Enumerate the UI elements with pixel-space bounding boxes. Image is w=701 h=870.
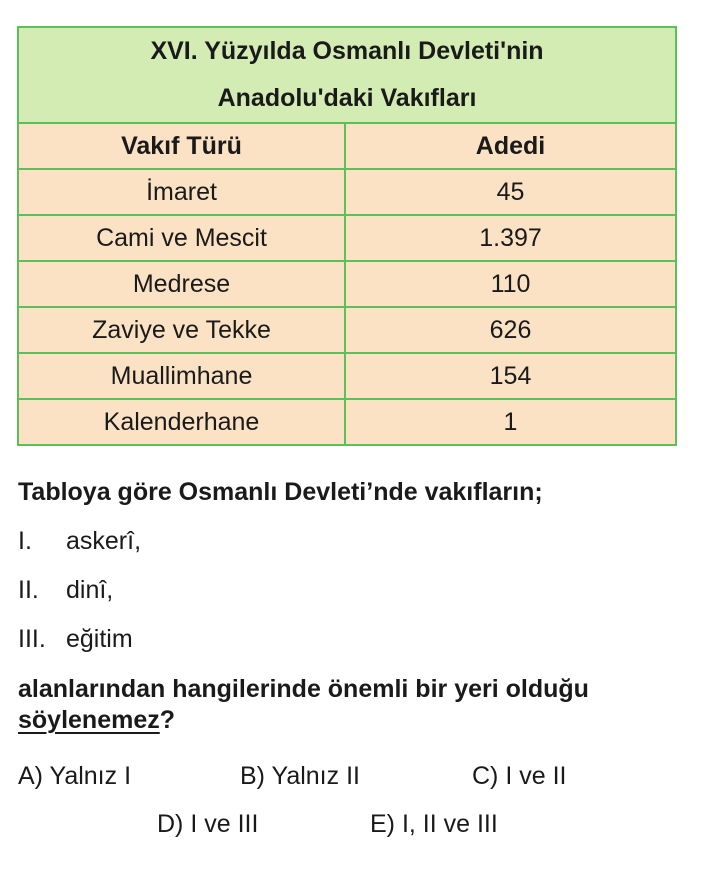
statement-text: dinî, xyxy=(66,576,114,604)
table-row xyxy=(18,261,676,307)
table-row xyxy=(18,169,676,215)
statement-number: I. xyxy=(18,527,32,555)
cell-count: 626 xyxy=(345,307,676,353)
option-e[interactable]: E) I, II ve III xyxy=(370,810,498,838)
table-title xyxy=(18,27,676,123)
cell-type: İmaret xyxy=(18,169,345,215)
option-d[interactable]: D) I ve III xyxy=(157,810,259,838)
statement-text: askerî, xyxy=(66,527,142,555)
option-a[interactable]: A) Yalnız I xyxy=(18,762,132,790)
table-title-row xyxy=(18,27,676,123)
cell-count: 1 xyxy=(345,399,676,445)
closing-mark: ? xyxy=(159,706,176,734)
cell-type: Kalenderhane xyxy=(18,399,345,445)
cell-count: 154 xyxy=(345,353,676,399)
table-row xyxy=(18,215,676,261)
vakif-table xyxy=(17,26,677,446)
option-b[interactable]: B) Yalnız II xyxy=(240,762,360,790)
column-header-count: Adedi xyxy=(345,123,676,169)
cell-type: Medrese xyxy=(18,261,345,307)
table-row xyxy=(18,353,676,399)
statement-item-1 xyxy=(18,527,141,556)
cell-count: 45 xyxy=(345,169,676,215)
cell-type: Cami ve Mescit xyxy=(18,215,345,261)
cell-type: Muallimhane xyxy=(18,353,345,399)
option-c[interactable]: C) I ve II xyxy=(472,762,567,790)
question-closing xyxy=(18,674,688,736)
closing-underlined-word: söylenemez xyxy=(18,706,160,734)
cell-count: 110 xyxy=(345,261,676,307)
table-header-row xyxy=(18,123,676,169)
vakif-table-container xyxy=(17,26,675,446)
question-prompt: Tabloya göre Osmanlı Devleti’nde vakıfların; xyxy=(18,478,543,506)
table-title-line-1: XVI. Yüzyılda Osmanlı Devleti'nin xyxy=(150,37,544,65)
statement-item-2 xyxy=(18,576,113,605)
cell-type: Zaviye ve Tekke xyxy=(18,307,345,353)
cell-count: 1.397 xyxy=(345,215,676,261)
column-header-type: Vakıf Türü xyxy=(18,123,345,169)
statement-text: eğitim xyxy=(66,625,133,653)
table-row xyxy=(18,307,676,353)
table-row xyxy=(18,399,676,445)
closing-text: alanlarından hangilerinde önemli bir yeri olduğu xyxy=(18,675,589,703)
statement-item-3 xyxy=(18,625,133,654)
table-title-line-2: Anadolu'daki Vakıfları xyxy=(217,84,477,112)
statement-number: III. xyxy=(18,625,46,653)
statement-number: II. xyxy=(18,576,39,604)
